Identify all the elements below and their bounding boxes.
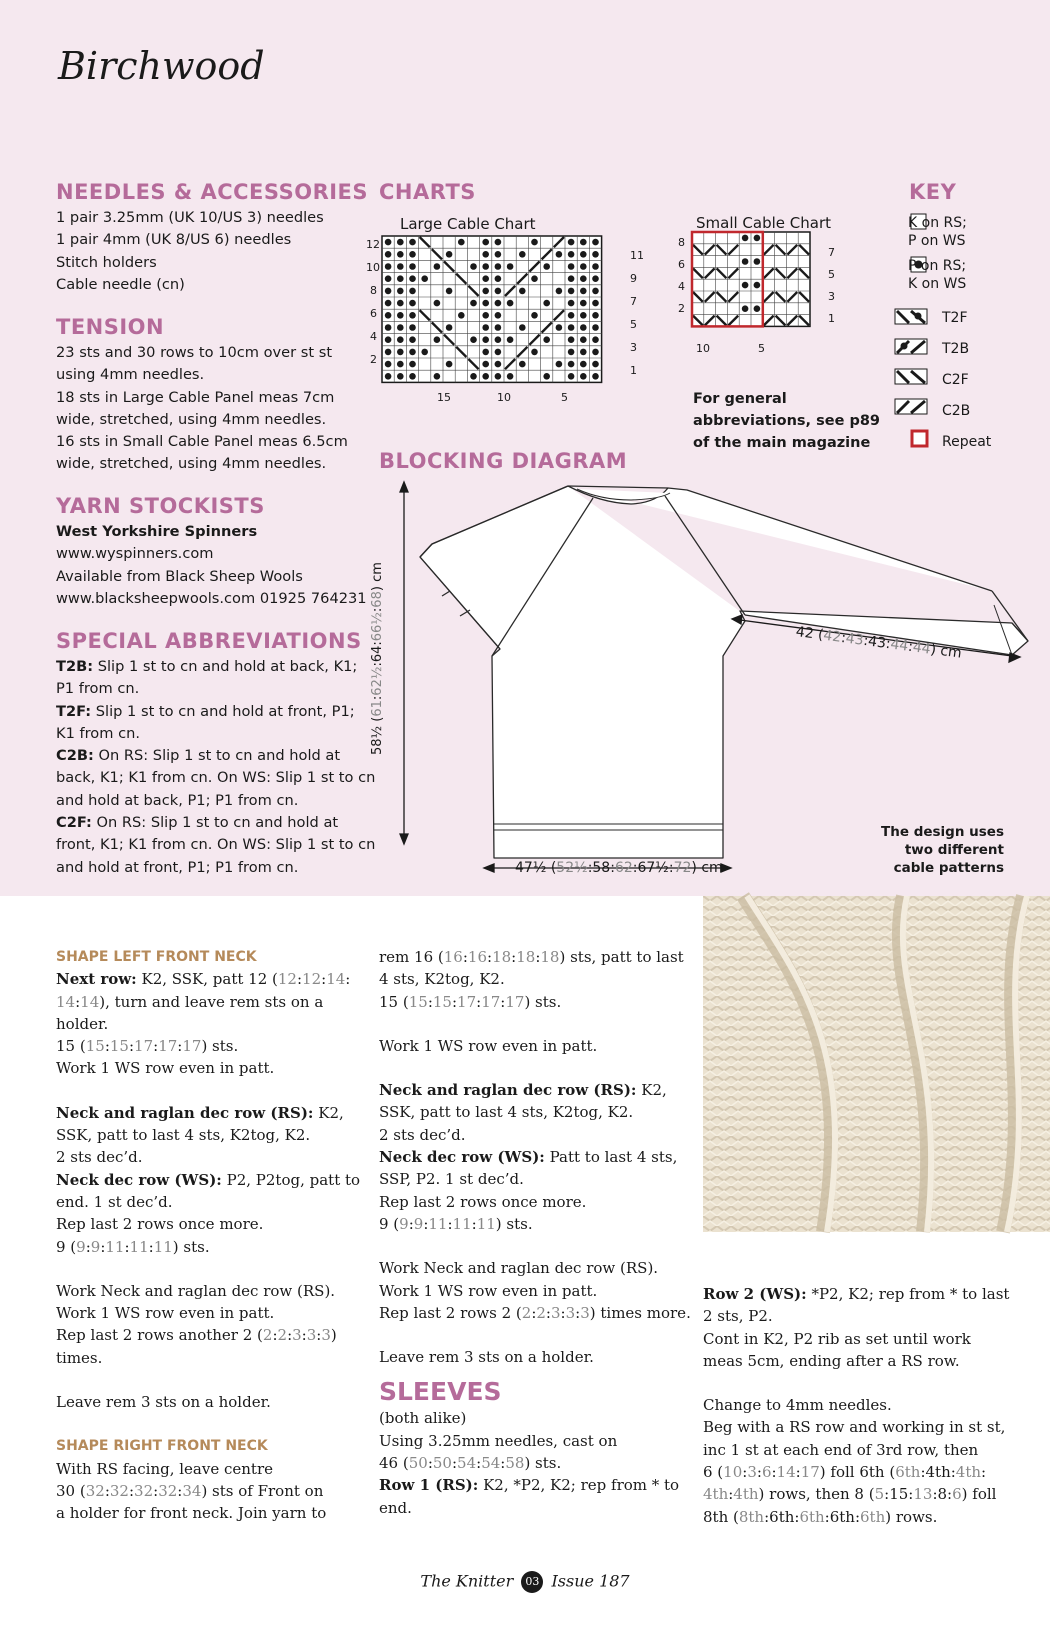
chart-row-number: 8 [370, 284, 377, 297]
chart-row-number: 9 [630, 272, 637, 285]
abbrev-text: P1 from cn. [56, 680, 140, 698]
abbrev-text: and hold at back, P1; P1 from cn. [56, 791, 299, 809]
chart-row-number: 5 [828, 268, 835, 281]
large-cable-chart [366, 236, 650, 408]
tension-list [56, 342, 348, 476]
abbrev-text: front, K1; K1 from cn. On WS: Slip 1 st to cn [56, 836, 376, 854]
key-heading: KEY [909, 180, 957, 204]
page-footer [0, 1571, 1050, 1593]
abbrev-term: C2B: [56, 747, 94, 765]
abbrev-text: back, K1; K1 from cn. On WS: Slip 1 st to cn [56, 769, 376, 787]
chart-row-number: 3 [630, 341, 637, 354]
abbrev-text: On RS: Slip 1 st to cn and hold at [91, 814, 339, 832]
instructions-column-3: Row 2 (WS): *P2, K2; rep from * to last 2 sts, P2. Cont in K2, P2 rib as set until work meas 5cm, ending after a RS row. Change to 4mm needles. Beg with a RS row and working in st st, inc 1 st at each end of 3rd row, then 6 (10:3:6:14:17) foll 6th (6th:4th:4th: 4th:4th) rows, then 8 (5:15:13:8:6) foll 8th (8th:6th:6th:6th:6th) rows. [703, 1285, 1010, 1526]
abbrev-list [56, 656, 375, 879]
sleeve-measurement: 42 (42:43:43:44:44) cm [794, 624, 963, 662]
needles-line: Stitch holders [56, 253, 157, 271]
abbrev-text: Slip 1 st to cn and hold at front, P1; [91, 702, 355, 720]
section-subheading: SHAPE RIGHT FRONT NECK [56, 1438, 268, 1455]
chart-row-number: 2 [678, 302, 685, 315]
key-label: T2B [942, 341, 970, 357]
chart-row-number: 4 [678, 280, 685, 293]
issue-number: Issue 187 [551, 1571, 630, 1591]
tension-line: 23 sts and 30 rows to 10cm over st st [56, 344, 333, 361]
tension-heading: TENSION [56, 315, 165, 339]
needles-line: 1 pair 3.25mm (UK 10/US 3) needles [56, 209, 324, 226]
cable-knit-photo [703, 896, 1050, 1232]
sweater-outline [420, 486, 1028, 858]
c2f-symbol-icon [895, 369, 927, 384]
chart-row-number: 8 [678, 236, 685, 249]
chart-row-number: 6 [370, 307, 377, 320]
tension-line: wide, stretched, using 4mm needles. [56, 455, 327, 473]
c2b-symbol-icon [895, 399, 927, 414]
design-note: The design uses two different cable patterns [881, 824, 1004, 876]
needles-list [56, 207, 324, 296]
length-measurement: 58½ (61:62½:64:66½:68) cm [370, 562, 385, 755]
large-chart-grid [382, 236, 602, 382]
chart-row-number: 11 [630, 249, 644, 262]
general-abbrev-note [693, 388, 880, 454]
tension-line: 16 sts in Small Cable Panel meas 6.5cm [56, 433, 348, 451]
key-label: Repeat [942, 434, 992, 450]
blocking-heading: BLOCKING DIAGRAM [379, 449, 628, 473]
needles-line: 1 pair 4mm (UK 8/US 6) needles [56, 231, 292, 249]
needles-line: Cable needle (cn) [56, 275, 185, 293]
magazine-name: The Knitter [420, 1571, 514, 1591]
repeat-box-icon [912, 431, 927, 446]
chart-col-number: 10 [497, 391, 511, 404]
abbrev-heading: SPECIAL ABBREVIATIONS [56, 629, 362, 653]
note-line: abbreviations, see p89 [693, 413, 881, 429]
key-label: P on RS; K on WS [908, 258, 967, 292]
yarn-heading: YARN STOCKISTS [56, 494, 265, 518]
key-label: K on RS; P on WS [908, 215, 967, 249]
chart-row-number: 12 [366, 238, 380, 251]
chart-row-number: 5 [630, 318, 637, 331]
needles-heading: NEEDLES & ACCESSORIES [56, 180, 369, 204]
large-chart-title: Large Cable Chart [400, 215, 536, 233]
yarn-line: Available from Black Sheep Wools [56, 567, 303, 585]
key-label: C2B [942, 403, 971, 419]
tension-line: using 4mm needles. [56, 366, 205, 384]
sleeves-heading: SLEEVES [379, 1377, 502, 1407]
yarn-line: www.wyspinners.com [56, 545, 214, 563]
key-label: T2F [942, 310, 968, 326]
chart-row-number: 1 [828, 312, 835, 325]
page-title: Birchwood [58, 44, 265, 88]
chart-col-number: 10 [696, 342, 710, 355]
abbrev-text: On RS: Slip 1 st to cn and hold at [93, 747, 341, 765]
small-chart-grid [692, 232, 810, 326]
abbrev-term: C2F: [56, 814, 92, 832]
charts-heading: CHARTS [379, 180, 476, 204]
t2b-symbol-icon [895, 339, 927, 354]
chart-row-number: 1 [630, 364, 637, 377]
chart-row-number: 4 [370, 330, 377, 343]
yarn-list [56, 521, 367, 610]
instructions-column-2: rem 16 (16:16:18:18:18) sts, patt to last 4 sts, K2tog, K2. 15 (15:15:17:17:17) sts. Work 1 WS row even in patt. Neck and raglan dec row (RS): K2, SSK, patt to last 4 sts, K2tog, K2. 2 sts dec’d. Neck dec row (WS): Patt to last 4 sts, SSP, P2. 1 st dec’d. Rep last 2 rows once more. 9 (9:9:11:11:11) sts. Work Neck and raglan dec row (RS). Work 1 WS row even in patt. Rep last 2 rows 2 (2:2:3:3:3) times more. Leave rem 3 sts on a holder. SLEEVES (both alike) Using 3.25mm needles, cast on 46 (50:50:54:54:58) sts. Row 1 (RS): K2, *P2, K2; rep from * to end. [379, 948, 691, 1517]
chart-row-number: 7 [630, 295, 637, 308]
page-number: 03 [521, 1571, 543, 1593]
abbrev-term: T2B: [56, 658, 94, 675]
abbrev-text: and hold at front, P1; P1 from cn. [56, 858, 299, 876]
tension-line: wide, stretched, using 4mm needles. [56, 410, 327, 428]
chart-row-number: 10 [366, 261, 380, 274]
small-chart-title: Small Cable Chart [696, 214, 831, 232]
note-line: For general [693, 391, 787, 407]
chart-row-number: 2 [370, 353, 377, 366]
chart-row-number: 7 [828, 246, 835, 259]
note-line: of the main magazine [693, 435, 871, 451]
chart-col-number: 5 [561, 391, 568, 404]
small-cable-chart [676, 236, 841, 356]
width-measurement: 47½ (52½:58:62:67½:72) cm [515, 860, 723, 876]
abbrev-text: Slip 1 st to cn and hold at back, K1; [93, 658, 358, 675]
chart-col-number: 5 [758, 342, 765, 355]
t2f-symbol-icon [895, 309, 927, 324]
chart-col-number: 15 [437, 391, 451, 404]
abbrev-term: T2F: [56, 702, 92, 720]
chart-row-number: 6 [678, 258, 685, 271]
section-subheading: SHAPE LEFT FRONT NECK [56, 949, 257, 965]
chart-row-number: 3 [828, 290, 835, 303]
yarn-company: West Yorkshire Spinners [56, 523, 258, 540]
instructions-column-1: SHAPE LEFT FRONT NECK Next row: K2, SSK, patt 12 (12:12:14: 14:14), turn and leave rem sts on a holder. 15 (15:15:17:17:17) sts. Work 1 WS row even in patt. Neck and raglan dec row (RS): K2, SSK, patt to last 4 sts, K2tog, K2. 2 sts dec’d. Neck dec row (WS): P2, P2tog, patt to end. 1 st dec’d. Rep last 2 rows once more. 9 (9:9:11:11:11) sts. Work Neck and raglan dec row (RS). Work 1 WS row even in patt. Rep last 2 rows another 2 (2:2:3:3:3) times. Leave rem 3 sts on a holder. SHAPE RIGHT FRONT NECK With RS facing, leave centre 30 (32:32:32:32:34) sts of Front on a holder for front neck. Join yarn to [56, 946, 360, 1525]
tension-line: 18 sts in Large Cable Panel meas 7cm [56, 388, 335, 406]
abbrev-text: K1 from cn. [56, 724, 141, 742]
key-label: C2F [942, 372, 969, 388]
knit-texture [703, 896, 1050, 1232]
yarn-line: www.blacksheepwools.com 01925 764231 [56, 589, 367, 607]
